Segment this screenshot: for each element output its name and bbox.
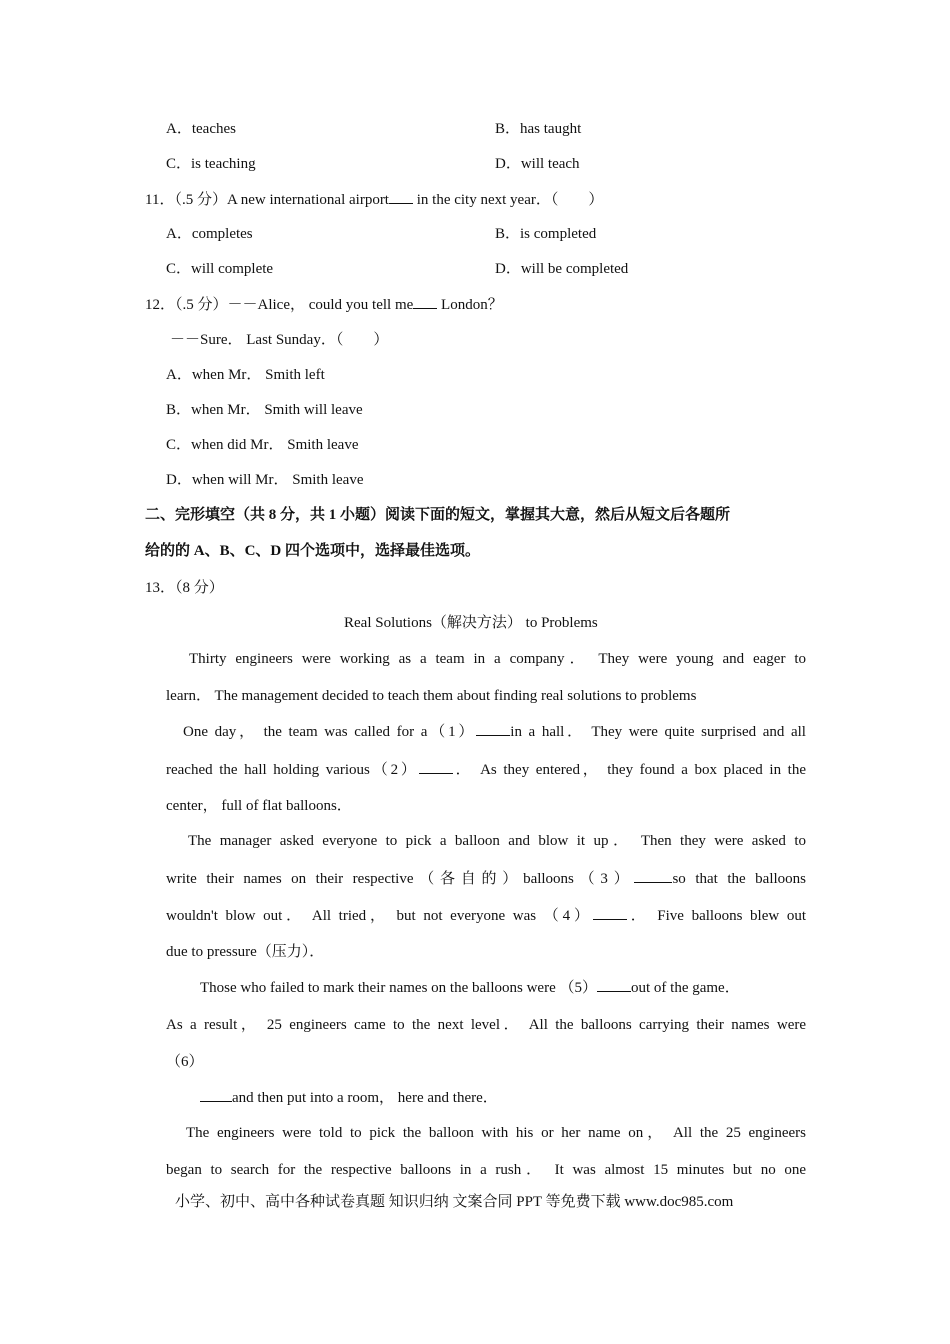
q12-option-c: C．when did Mr． Smith leave [166, 437, 359, 453]
passage-p5-line1 [200, 1087, 498, 1108]
q12-option-a: A．when Mr． Smith left [166, 367, 325, 383]
q11-stem-end: ） [588, 192, 604, 208]
q12-option-b: B．when Mr． Smith will leave [166, 402, 363, 418]
q11-stem-start: 11．（.5 分）A new international airport [145, 192, 389, 208]
passage-title: Real Solutions（解决方法） to Problems [344, 615, 598, 631]
passage-p3-line2 [166, 868, 806, 889]
q12-stem [145, 294, 503, 315]
section2-heading-line1: 二、完形填空（共 8 分，共 1 小题）阅读下面的短文，掌握其大意，然后从短文后各题所 [145, 507, 731, 523]
q10-option-c: C．is teaching [166, 156, 256, 172]
passage-p6-line1: The engineers were told to pick the balloon with his or her name on， All the 25 engineers [186, 1125, 806, 1141]
q10-option-d: D．will teach [495, 156, 580, 172]
q12-option-d: D．when will Mr． Smith leave [166, 472, 364, 488]
passage-p3-line3 [166, 905, 806, 926]
q12-reply-start: －－Sure． Last Sunday．（ [170, 332, 344, 348]
passage-p1-line1: Thirty engineers were working as a team in a company． They were young and eager to [189, 651, 806, 667]
q11-option-c: C．will complete [166, 261, 274, 277]
passage-p4-line1 [200, 977, 740, 998]
p5-line1-text: and then put into a room， here and there． [232, 1090, 498, 1106]
passage-p2-line1 [183, 721, 806, 742]
q11-option-b: B．is completed [495, 226, 597, 242]
blank-3 [634, 868, 672, 883]
q11-blank [389, 189, 413, 204]
p2-line1-start: One day， the team was called for a（1） [183, 724, 477, 740]
blank-2 [419, 759, 453, 774]
q11-stem-mid: in the city next year．（ [412, 192, 559, 208]
p2-line2-start: reached the hall holding various（2） [166, 762, 419, 778]
p2-line1-end: in a hall． They were quite surprised and all [510, 724, 806, 740]
blank-1 [476, 721, 510, 736]
blank-6 [200, 1087, 232, 1102]
q10-option-a: A．teaches [166, 121, 236, 137]
p4-line1-start: Those who failed to mark their names on the balloons were （5） [200, 980, 597, 996]
passage-p4-line3: （6） [166, 1054, 204, 1070]
p2-line2-end: ． As they entered， they found a box placed in the [452, 762, 806, 778]
passage-p1-line2: learn． The management decided to teach them about finding real solutions to problems [166, 688, 697, 704]
p4-line1-end: out of the game． [630, 980, 740, 996]
q12-stem-end: London？ [437, 297, 503, 313]
q11-option-a: A．completes [166, 226, 253, 242]
blank-4 [593, 905, 627, 920]
q12-blank [413, 294, 437, 309]
p3-line3-start: wouldn't blow out． All tried， but not everyone was （4） [166, 908, 593, 924]
passage-p3-line1: The manager asked everyone to pick a balloon and blow it up． Then they were asked to [188, 833, 806, 849]
q11-option-d: D．will be completed [495, 261, 629, 277]
q12-stem-start: 12．（.5 分）－－Alice， could you tell me [145, 297, 414, 313]
passage-p4-line2: As a result， 25 engineers came to the next level． All the balloons carrying their names were [166, 1017, 806, 1033]
p3-line3-end: ． Five balloons blew out [626, 908, 806, 924]
passage-p2-line2 [166, 759, 806, 780]
q11-stem [145, 189, 603, 210]
q13-number: 13．（8 分） [145, 580, 224, 596]
blank-5 [597, 977, 631, 992]
p3-line2-start: write their names on their respective（各自的）balloons（3） [166, 871, 635, 887]
q10-option-b: B．has taught [495, 121, 582, 137]
page-footer: 小学、初中、高中各种试卷真题 知识归纳 文案合同 PPT 等免费下载 www.doc985.com [175, 1194, 734, 1210]
q12-reply [170, 330, 388, 350]
section2-heading-line2: 给的的 A、B、C、D 四个选项中，选择最佳选项。 [145, 543, 481, 559]
passage-p6-line2: began to search for the respective balloons in a rush． It was almost 15 minutes but no one [166, 1162, 806, 1178]
passage-p2-line3: center， full of flat balloons． [166, 798, 352, 814]
p3-line2-end: so that the balloons [672, 871, 806, 887]
passage-p3-line4: due to pressure（压力）． [166, 944, 325, 960]
q12-reply-end: ） [373, 332, 389, 348]
